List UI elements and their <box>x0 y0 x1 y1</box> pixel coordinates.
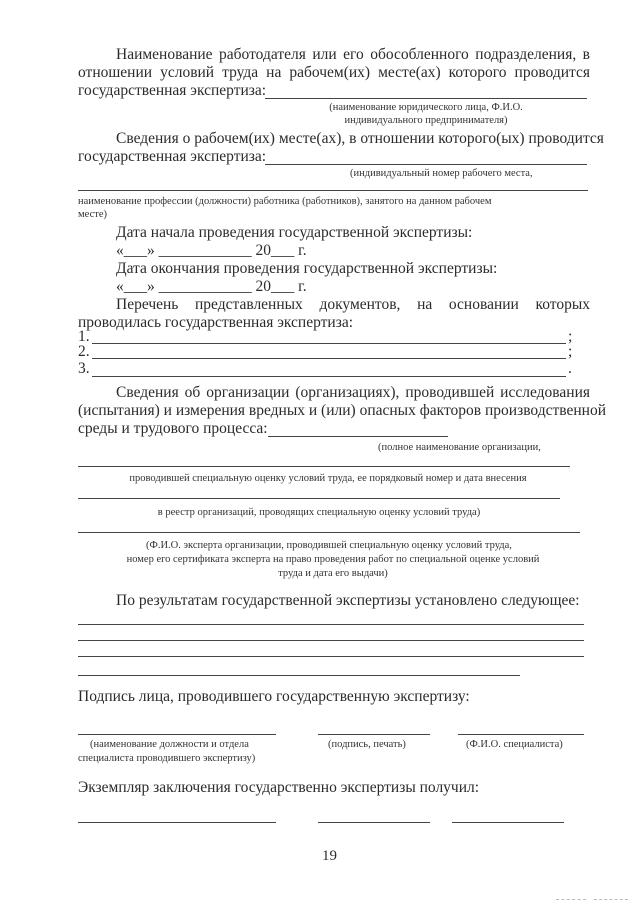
document-item-1-end: ; <box>568 328 573 345</box>
signature-position-hint-1: (наименование должности и отдела <box>90 739 249 750</box>
signature-sign-line[interactable] <box>318 734 430 735</box>
workplaces-hint-1: (индивидуальный номер рабочего места, <box>350 168 533 179</box>
document-item-3-line[interactable] <box>92 376 566 377</box>
workplaces-fill-line[interactable] <box>265 164 587 165</box>
workplaces-line-2: государственная экспертиза: <box>78 148 267 165</box>
workplaces-fill-line-2[interactable] <box>78 190 588 191</box>
signature-sign-hint: (подпись, печать) <box>328 739 406 750</box>
documents-line-1: Перечень представленных документов, на основании которых <box>116 296 590 313</box>
employer-hint-1: (наименование юридического лица, Ф.И.О. <box>329 102 523 113</box>
copy-received-label: Экземпляр заключения государственно экспертизы получил: <box>78 779 480 796</box>
document-item-3-end: . <box>568 360 572 377</box>
document-item-1-number: 1. <box>78 328 90 345</box>
scan-artifact <box>556 899 586 900</box>
copy-name-line[interactable] <box>452 822 564 823</box>
document-item-2-line[interactable] <box>92 358 566 359</box>
employer-hint-2: индивидуального предпринимателя) <box>344 115 508 126</box>
end-date-value[interactable]: «___» ____________ 20___ г. <box>116 278 307 295</box>
employer-line-1: Наименование работодателя или его обособленного подразделения, в <box>116 46 590 63</box>
scan-artifact <box>594 899 628 900</box>
employer-fill-line[interactable] <box>265 98 587 99</box>
signature-name-hint: (Ф.И.О. специалиста) <box>466 739 563 750</box>
organization-fill-line-3[interactable] <box>78 498 560 499</box>
organization-hint-1: (полное наименование организации, <box>378 442 541 453</box>
results-line-4[interactable] <box>78 675 520 676</box>
start-date-value[interactable]: «___» ____________ 20___ г. <box>116 242 307 259</box>
workplaces-hint-3: месте) <box>78 209 107 220</box>
organization-hint-3: в реестр организаций, проводящих специальную оценку условий труда) <box>157 507 481 518</box>
employer-line-2: отношении условий труда на рабочем(их) месте(ах) которого проводится <box>78 64 590 81</box>
organization-hint-4: (Ф.И.О. эксперта организации, проводившей специальную оценку условий труда, <box>146 540 512 551</box>
results-line-1[interactable] <box>78 624 584 625</box>
organization-hint-2: проводившей специальную оценку условий труда, ее порядковый номер и дата внесения <box>129 473 527 484</box>
organization-line-2: (испытания) и измерения вредных и (или) опасных факторов производственной <box>78 402 606 419</box>
organization-line-1: Сведения об организации (организациях), проводившей исследования <box>116 384 590 401</box>
workplaces-hint-2: наименование профессии (должности) работника (работников), занятого на данном рабочем <box>78 196 492 207</box>
organization-hint-5: номер его сертификата эксперта на право проведения работ по специальной оценке условий <box>126 554 540 565</box>
end-date-label: Дата окончания проведения государственной экспертизы: <box>116 260 498 277</box>
documents-line-2: проводилась государственная экспертиза: <box>78 314 354 331</box>
copy-position-line[interactable] <box>78 822 276 823</box>
copy-sign-line[interactable] <box>318 822 430 823</box>
employer-line-3: государственная экспертиза: <box>78 82 267 99</box>
organization-fill-line-4[interactable] <box>78 532 580 533</box>
results-line-2[interactable] <box>78 640 584 641</box>
signature-name-line[interactable] <box>458 734 584 735</box>
organization-fill-line-2[interactable] <box>78 466 570 467</box>
signature-label: Подпись лица, проводившего государственную экспертизу: <box>78 688 470 705</box>
results-label: По результатам государственной экспертизы установлено следующее: <box>116 592 580 609</box>
document-item-3-number: 3. <box>78 360 90 377</box>
workplaces-line-1: Сведения о рабочем(их) месте(ах), в отношении которого(ых) проводится <box>116 130 604 147</box>
signature-position-hint-2: специалиста проводившего экспертизу) <box>78 753 256 764</box>
page-number: 19 <box>322 848 337 864</box>
organization-line-3: среды и трудового процесса: <box>78 420 268 437</box>
document-item-2-end: ; <box>568 343 573 360</box>
organization-fill-line[interactable] <box>268 436 448 437</box>
results-line-3[interactable] <box>78 656 584 657</box>
start-date-label: Дата начала проведения государственной экспертизы: <box>116 224 473 241</box>
document-item-1-line[interactable] <box>92 343 566 344</box>
signature-position-line[interactable] <box>78 734 276 735</box>
document-item-2-number: 2. <box>78 343 90 360</box>
organization-hint-6: труда и дата его выдачи) <box>278 568 388 579</box>
